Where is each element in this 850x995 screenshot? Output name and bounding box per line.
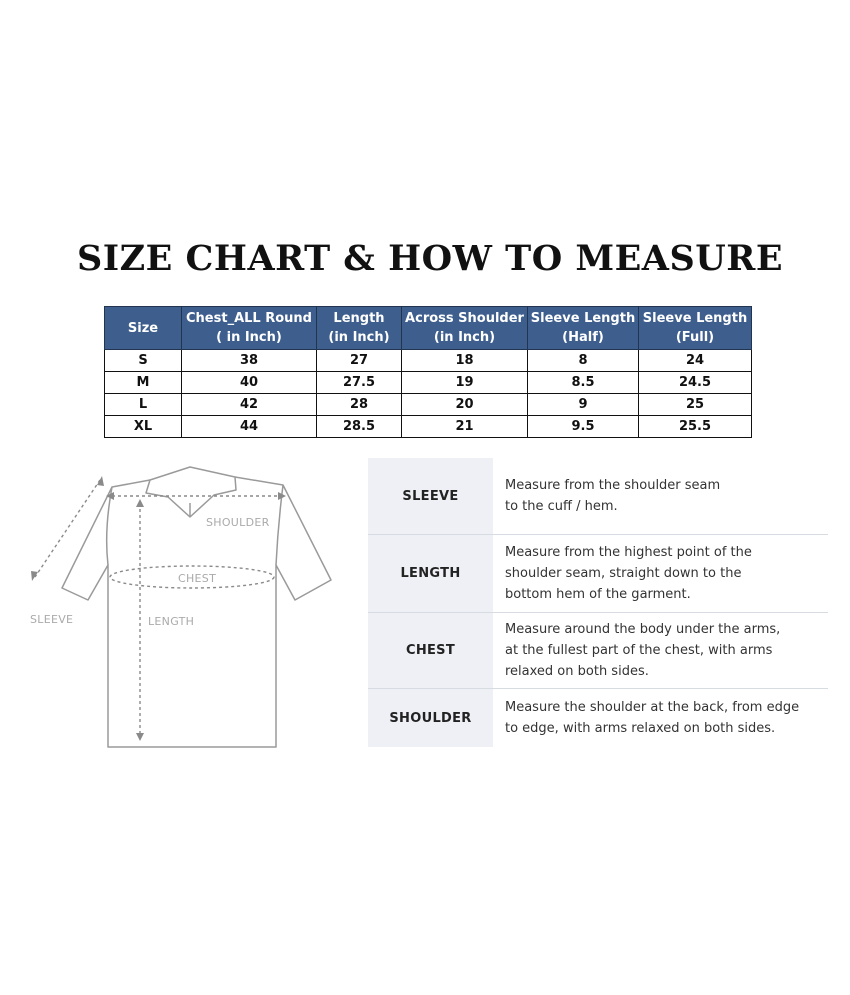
table-row bbox=[105, 394, 752, 416]
header-size: Size bbox=[105, 307, 182, 350]
cell-sleeve-full: 25.5 bbox=[639, 416, 752, 438]
cell-chest: 40 bbox=[182, 372, 317, 394]
cell-chest: 38 bbox=[182, 350, 317, 372]
measure-label: LENGTH bbox=[368, 535, 493, 612]
label-sleeve: SLEEVE bbox=[30, 613, 74, 626]
header-sleeve-full: Sleeve Length (Full) bbox=[639, 307, 752, 350]
cell-size: S bbox=[105, 350, 182, 372]
header-chest: Chest_ALL Round ( in Inch) bbox=[182, 307, 317, 350]
arrow-down-left-icon bbox=[31, 571, 38, 581]
cell-length: 27.5 bbox=[317, 372, 402, 394]
measure-row-length bbox=[368, 535, 828, 613]
shirt-outline bbox=[62, 467, 331, 747]
size-chart-table bbox=[104, 306, 752, 438]
table-row bbox=[105, 350, 752, 372]
cell-sleeve-full: 25 bbox=[639, 394, 752, 416]
measure-text: Measure from the highest point of the shoulder seam, straight down to the bottom hem of the garment. bbox=[505, 545, 752, 602]
cell-chest: 42 bbox=[182, 394, 317, 416]
table-row bbox=[105, 372, 752, 394]
how-to-measure-panel bbox=[368, 458, 828, 747]
header-sleeve-half: Sleeve Length (Half) bbox=[528, 307, 639, 350]
table-row bbox=[105, 416, 752, 438]
header-length: Length (in Inch) bbox=[317, 307, 402, 350]
cell-length: 28 bbox=[317, 394, 402, 416]
measure-label: SLEEVE bbox=[368, 458, 493, 534]
measure-row-chest bbox=[368, 613, 828, 689]
arrow-up-icon bbox=[136, 499, 144, 507]
cell-shoulder: 19 bbox=[402, 372, 528, 394]
measure-row-sleeve bbox=[368, 458, 828, 535]
arrow-up-right-icon bbox=[97, 476, 104, 486]
measure-row-shoulder bbox=[368, 689, 828, 747]
table-header-row bbox=[105, 307, 752, 350]
cell-sleeve-full: 24.5 bbox=[639, 372, 752, 394]
cell-shoulder: 18 bbox=[402, 350, 528, 372]
cell-chest: 44 bbox=[182, 416, 317, 438]
cell-size: L bbox=[105, 394, 182, 416]
arrow-down-icon bbox=[136, 733, 144, 741]
header-across-shoulder: Across Shoulder (in Inch) bbox=[402, 307, 528, 350]
measure-text: Measure from the shoulder seam to the cuff / hem. bbox=[505, 478, 721, 514]
cell-sleeve-half: 9.5 bbox=[528, 416, 639, 438]
cell-length: 27 bbox=[317, 350, 402, 372]
cell-shoulder: 20 bbox=[402, 394, 528, 416]
cell-sleeve-half: 8.5 bbox=[528, 372, 639, 394]
shirt-measurement-diagram bbox=[0, 455, 360, 755]
measure-label: CHEST bbox=[368, 613, 493, 688]
label-length: LENGTH bbox=[148, 615, 195, 628]
cell-sleeve-full: 24 bbox=[639, 350, 752, 372]
cell-sleeve-half: 8 bbox=[528, 350, 639, 372]
cell-size: XL bbox=[105, 416, 182, 438]
label-chest: CHEST bbox=[178, 572, 217, 585]
cell-sleeve-half: 9 bbox=[528, 394, 639, 416]
page-title: SIZE CHART & HOW TO MEASURE bbox=[76, 238, 784, 279]
measure-text: Measure around the body under the arms, at the fullest part of the chest, with arms relaxed on both sides. bbox=[505, 622, 781, 679]
measure-text: Measure the shoulder at the back, from edge to edge, with arms relaxed on both sides. bbox=[505, 700, 800, 736]
cell-shoulder: 21 bbox=[402, 416, 528, 438]
label-shoulder: SHOULDER bbox=[206, 516, 270, 529]
cell-length: 28.5 bbox=[317, 416, 402, 438]
cell-size: M bbox=[105, 372, 182, 394]
measure-label: SHOULDER bbox=[368, 689, 493, 747]
